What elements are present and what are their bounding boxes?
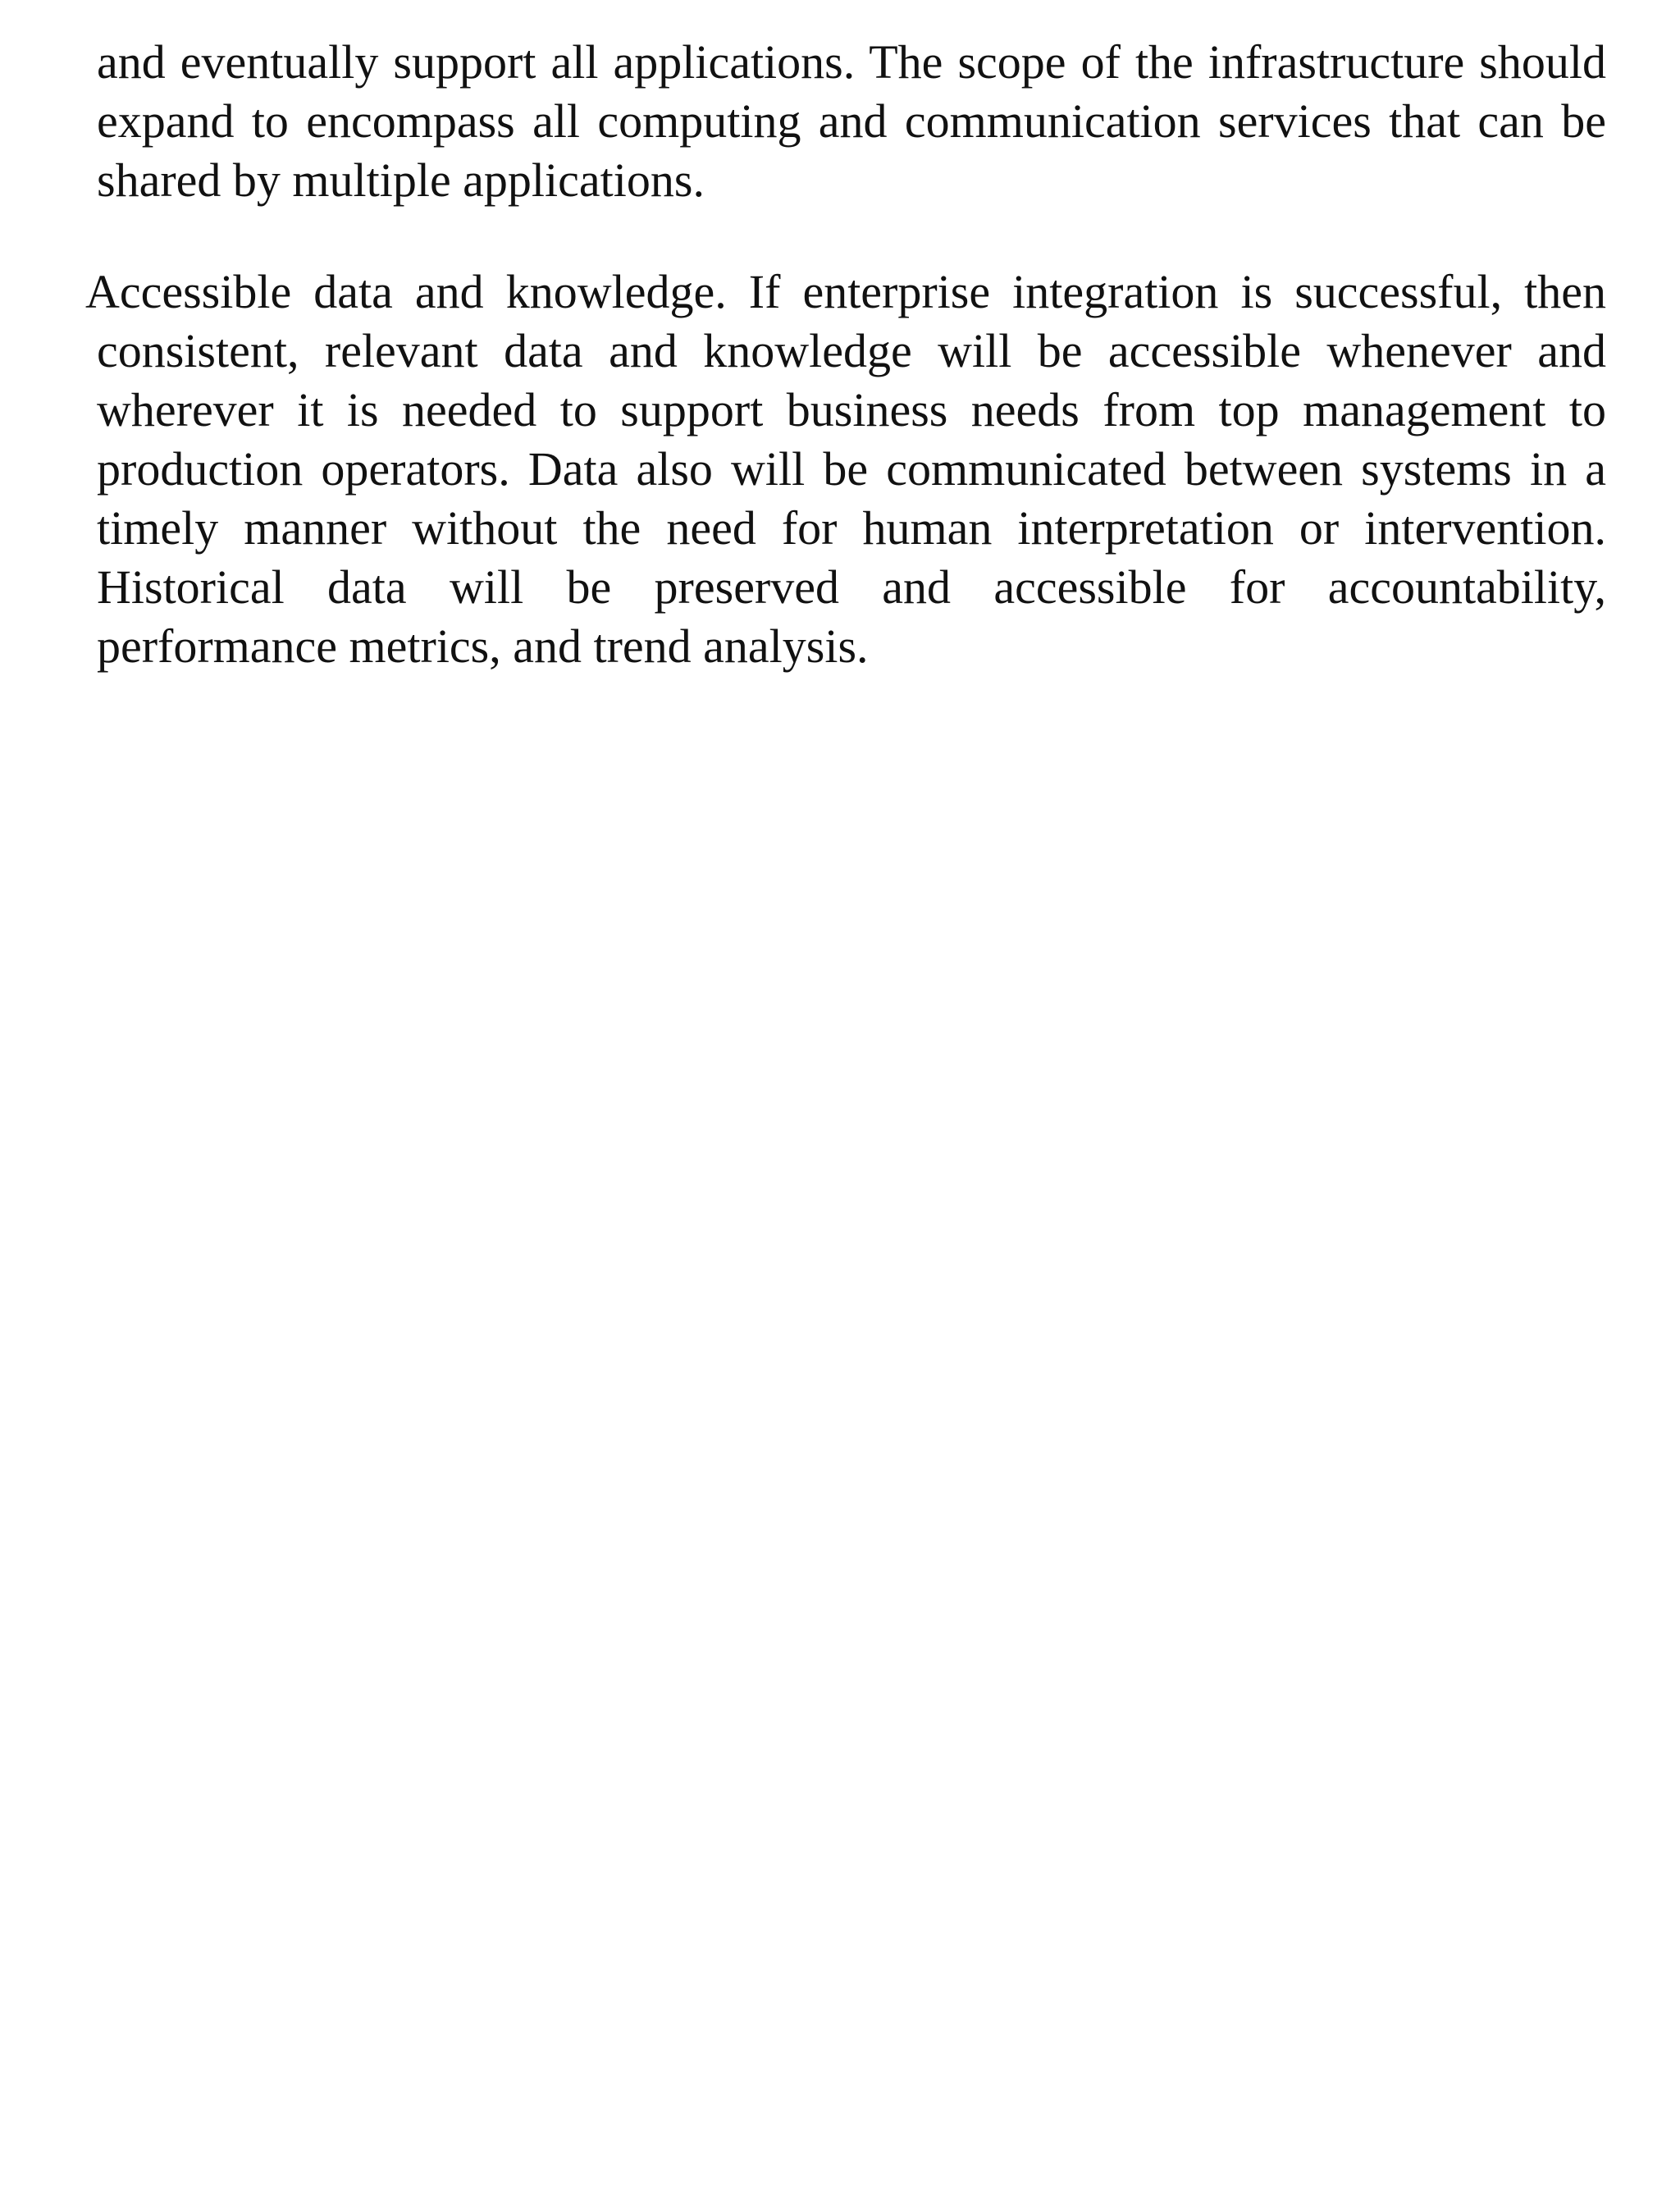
paragraph-accessible-data-knowledge: Accessible data and knowledge. If enterprise integration is successful, then consistent, relevant data and knowledge will be accessible whenever and wherever it is needed to support business needs from top management to production operators. Data also will be communicated between systems in a timely manner without the need for human interpretation or intervention. Historical data will be preserved and accessible for accountability, performance metrics, and trend analysis.: [85, 265, 1606, 673]
paragraph-infrastructure-scope: and eventually support all applications. The scope of the infrastructure should expand to encompass all computing and communication services that can be shared by multiple applications.: [97, 35, 1606, 207]
